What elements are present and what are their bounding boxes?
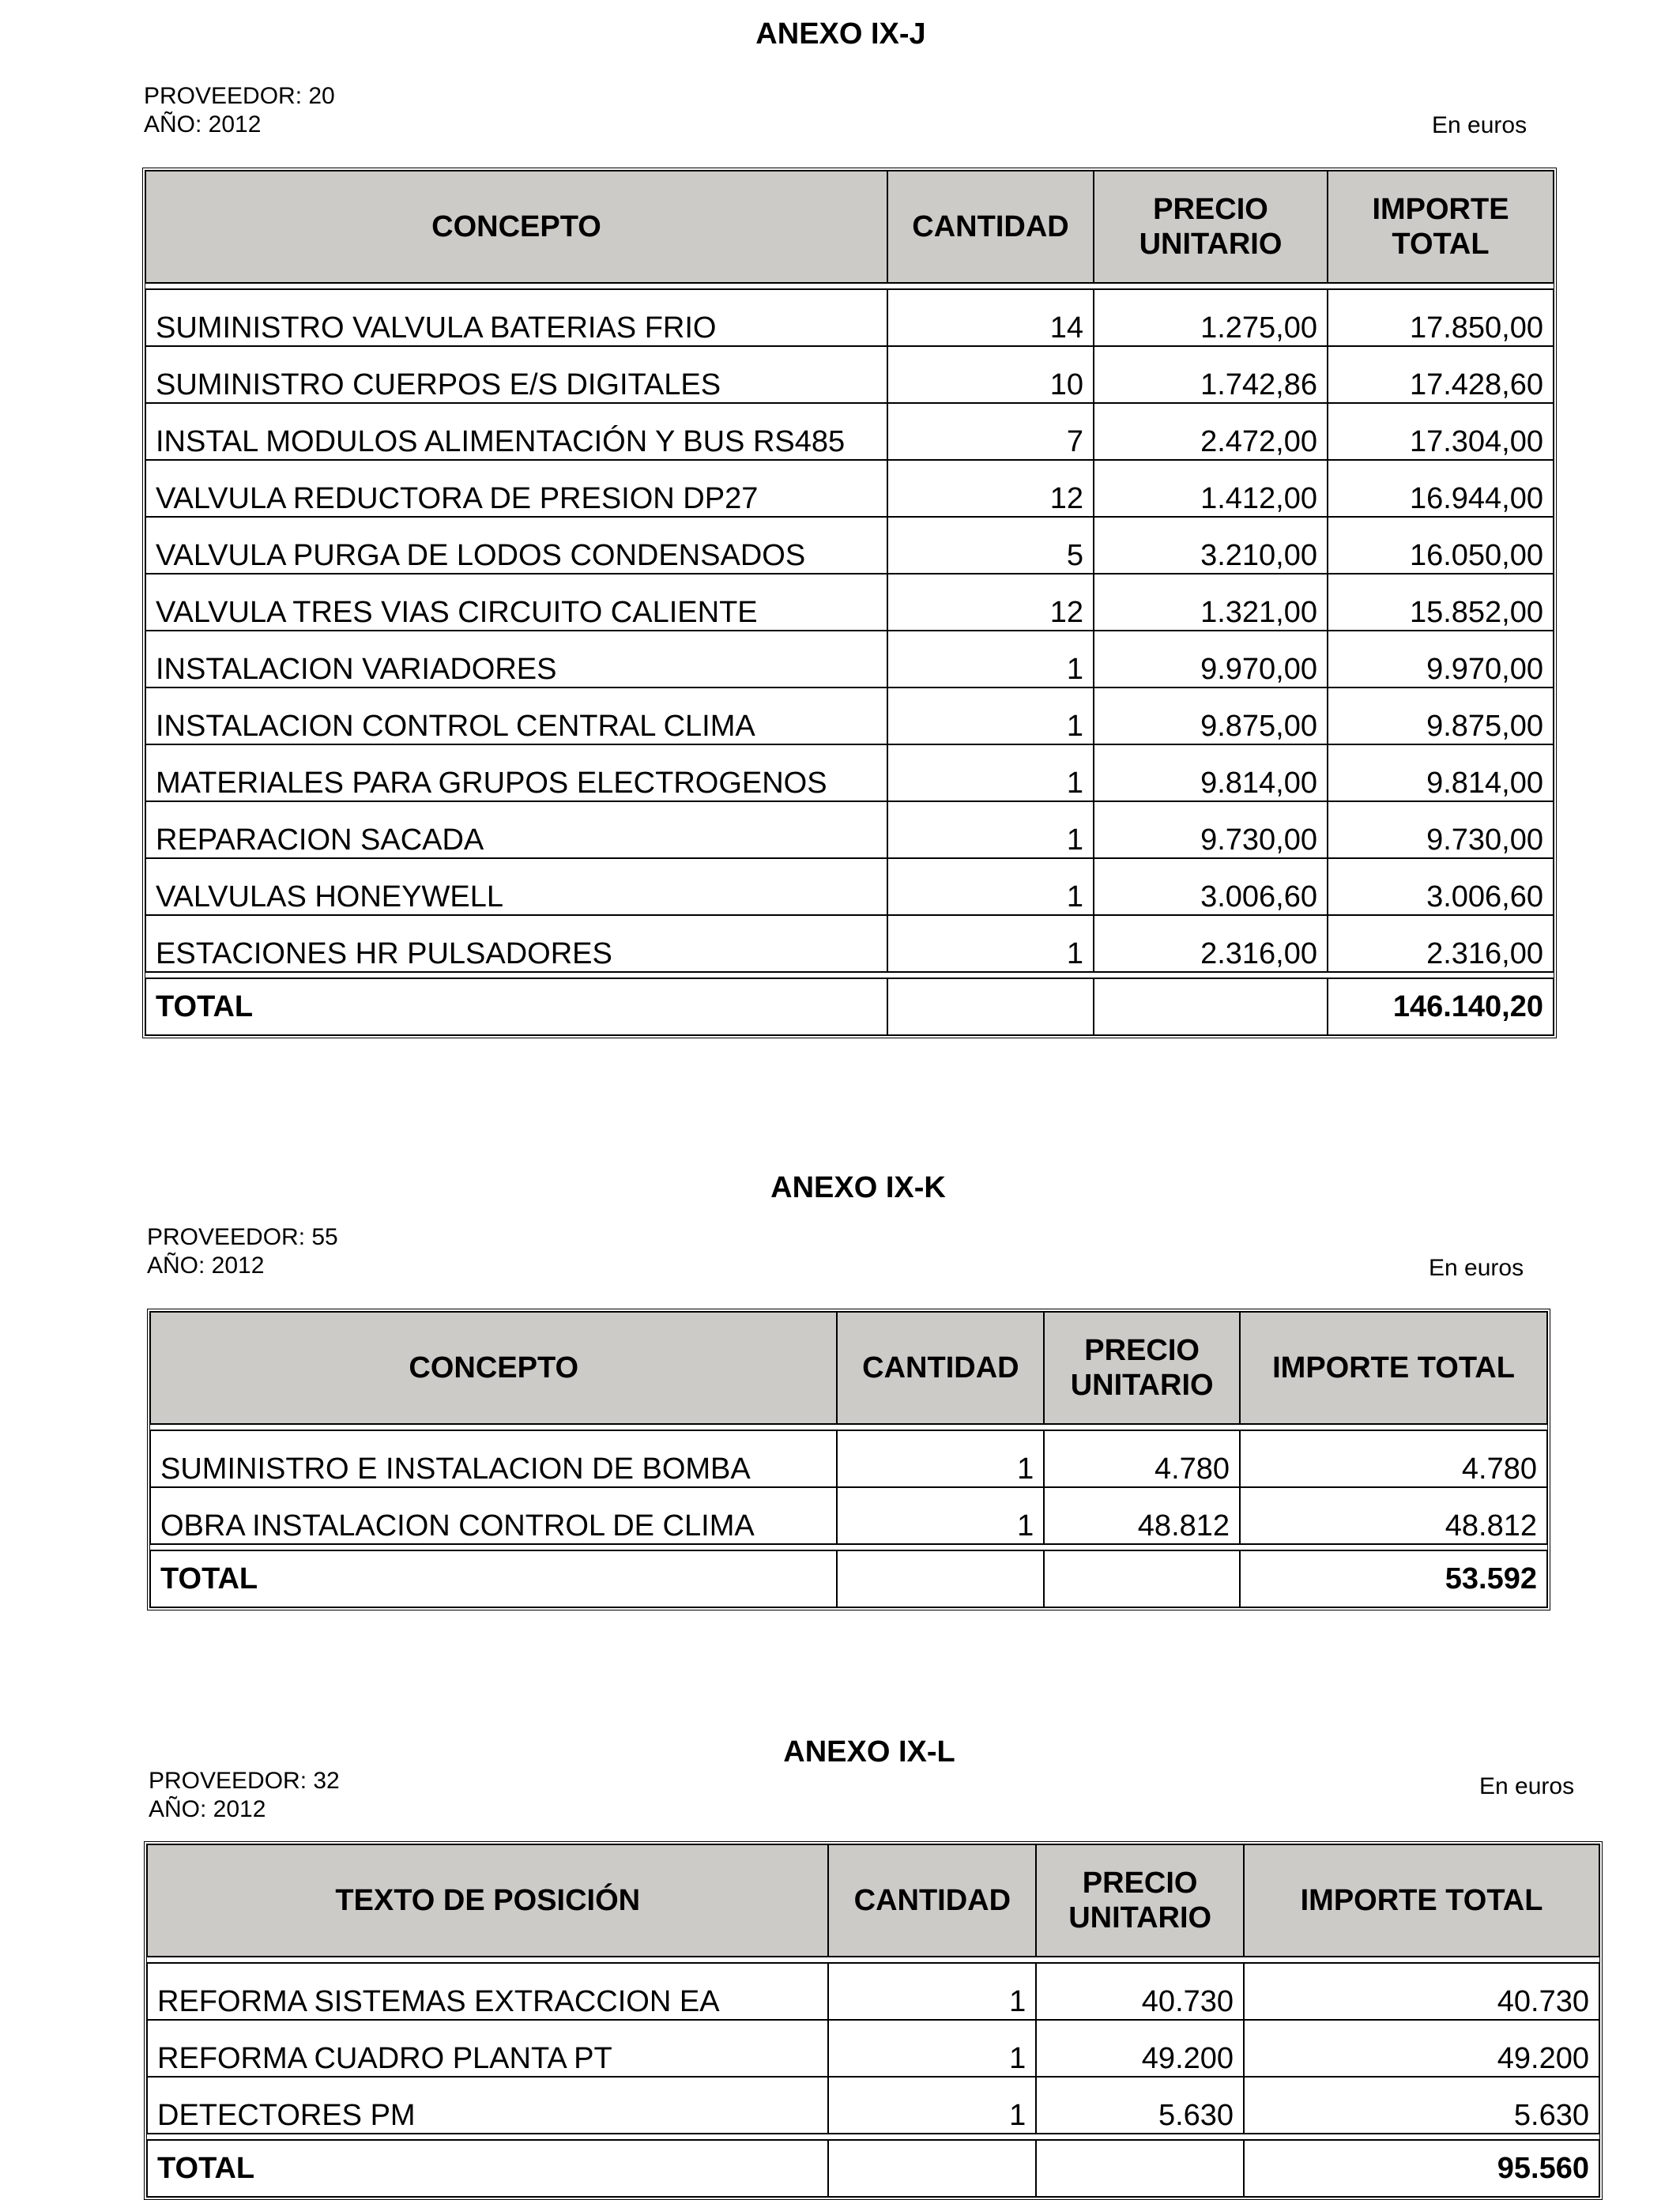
table-body: [147, 1957, 1599, 2197]
cell-precio-unitario: 2.472,00: [1094, 403, 1328, 460]
table-row: [145, 574, 1554, 631]
cell-concepto: MATERIALES PARA GRUPOS ELECTROGENOS: [145, 744, 887, 801]
table-row: [145, 915, 1554, 972]
cell-precio-unitario: 9.970,00: [1094, 631, 1328, 688]
year-label: AÑO: 2012: [149, 1796, 266, 1822]
cell-cantidad: 1: [887, 801, 1094, 858]
cell-concepto: DETECTORES PM: [147, 2077, 828, 2134]
cell-importe-total: 9.730,00: [1328, 801, 1554, 858]
table-row: [150, 1430, 1547, 1487]
cell-precio-unitario: 4.780: [1044, 1430, 1240, 1487]
cell-concepto: REPARACION SACADA: [145, 801, 887, 858]
cell-cantidad: 1: [828, 2020, 1036, 2077]
table-header: [147, 1844, 1599, 1957]
cell-concepto: REFORMA CUADRO PLANTA PT: [147, 2020, 828, 2077]
header-cantidad: CANTIDAD: [828, 1844, 1036, 1957]
cell-importe-total: 16.050,00: [1328, 517, 1554, 574]
cell-importe-total: 4.780: [1240, 1430, 1547, 1487]
annex-table: [147, 1309, 1550, 1610]
cell-importe-total: 17.304,00: [1328, 403, 1554, 460]
header-precio-unitario: PRECIO UNITARIO: [1094, 171, 1328, 283]
cell-precio-unitario: 1.275,00: [1094, 289, 1328, 346]
cell-precio-unitario: 2.316,00: [1094, 915, 1328, 972]
cell-importe-total: 2.316,00: [1328, 915, 1554, 972]
cell-cantidad: 12: [887, 574, 1094, 631]
cell-precio-unitario: 1.742,86: [1094, 346, 1328, 403]
table-row: [145, 631, 1554, 688]
total-row: [147, 2140, 1599, 2197]
header-importe-total: IMPORTE TOTAL: [1328, 171, 1554, 283]
cell-importe-total: 15.852,00: [1328, 574, 1554, 631]
cell-importe-total: 9.875,00: [1328, 688, 1554, 744]
provider-year: [147, 1223, 338, 1280]
cell-cantidad: 1: [837, 1487, 1044, 1544]
cell-concepto: VALVULA TRES VIAS CIRCUITO CALIENTE: [145, 574, 887, 631]
total-empty-cantidad: [837, 1550, 1044, 1607]
table-row: [145, 744, 1554, 801]
table-row: [145, 517, 1554, 574]
cell-importe-total: 16.944,00: [1328, 460, 1554, 517]
cell-precio-unitario: 3.210,00: [1094, 517, 1328, 574]
header-precio-unitario: PRECIO UNITARIO: [1036, 1844, 1244, 1957]
total-value: 146.140,20: [1328, 978, 1554, 1035]
currency-label: En euros: [1432, 112, 1527, 138]
cell-importe-total: 48.812: [1240, 1487, 1547, 1544]
cell-concepto: VALVULAS HONEYWELL: [145, 858, 887, 915]
total-label: TOTAL: [145, 978, 887, 1035]
cell-concepto: SUMINISTRO VALVULA BATERIAS FRIO: [145, 289, 887, 346]
cell-precio-unitario: 9.875,00: [1094, 688, 1328, 744]
cell-precio-unitario: 1.321,00: [1094, 574, 1328, 631]
table-row: [147, 2020, 1599, 2077]
section-title: ANEXO IX-L: [783, 1735, 955, 1769]
table-row: [145, 346, 1554, 403]
year-label: AÑO: 2012: [144, 111, 262, 138]
cell-precio-unitario: 3.006,60: [1094, 858, 1328, 915]
cell-importe-total: 9.814,00: [1328, 744, 1554, 801]
cell-cantidad: 10: [887, 346, 1094, 403]
provider-year: [149, 1767, 340, 1824]
header-concepto: CONCEPTO: [145, 171, 887, 283]
total-empty-cantidad: [887, 978, 1094, 1035]
annex-table: [144, 1841, 1603, 2200]
total-value: 53.592: [1240, 1550, 1547, 1607]
header-concepto: CONCEPTO: [150, 1312, 837, 1424]
header-precio-unitario: PRECIO UNITARIO: [1044, 1312, 1240, 1424]
table-header: [145, 171, 1554, 283]
cell-concepto: VALVULA PURGA DE LODOS CONDENSADOS: [145, 517, 887, 574]
cell-cantidad: 1: [887, 858, 1094, 915]
table-row: [147, 1963, 1599, 2020]
table-row: [145, 289, 1554, 346]
header-importe-total: IMPORTE TOTAL: [1244, 1844, 1599, 1957]
table-row: [147, 2077, 1599, 2134]
table-header: [150, 1312, 1547, 1424]
cell-cantidad: 1: [828, 1963, 1036, 2020]
provider-year: [144, 82, 335, 139]
cell-concepto: INSTALACION CONTROL CENTRAL CLIMA: [145, 688, 887, 744]
provider-label: PROVEEDOR: 55: [147, 1224, 338, 1250]
total-label: TOTAL: [147, 2140, 828, 2197]
currency-label: En euros: [1479, 1773, 1575, 1799]
cell-cantidad: 1: [837, 1430, 1044, 1487]
cell-cantidad: 12: [887, 460, 1094, 517]
cell-importe-total: 40.730: [1244, 1963, 1599, 2020]
total-row: [150, 1550, 1547, 1607]
section-title: ANEXO IX-J: [755, 17, 926, 51]
cell-precio-unitario: 1.412,00: [1094, 460, 1328, 517]
table-row: [145, 688, 1554, 744]
total-empty-precio: [1044, 1550, 1240, 1607]
cell-precio-unitario: 48.812: [1044, 1487, 1240, 1544]
cell-concepto: OBRA INSTALACION CONTROL DE CLIMA: [150, 1487, 837, 1544]
cell-cantidad: 5: [887, 517, 1094, 574]
table-row: [145, 801, 1554, 858]
table-row: [145, 403, 1554, 460]
cell-importe-total: 17.428,60: [1328, 346, 1554, 403]
cell-importe-total: 17.850,00: [1328, 289, 1554, 346]
cell-cantidad: 7: [887, 403, 1094, 460]
cell-concepto: SUMINISTRO CUERPOS E/S DIGITALES: [145, 346, 887, 403]
cell-concepto: INSTALACION VARIADORES: [145, 631, 887, 688]
currency-label: En euros: [1429, 1255, 1524, 1281]
cell-concepto: VALVULA REDUCTORA DE PRESION DP27: [145, 460, 887, 517]
cell-importe-total: 49.200: [1244, 2020, 1599, 2077]
cell-concepto: REFORMA SISTEMAS EXTRACCION EA: [147, 1963, 828, 2020]
cell-cantidad: 14: [887, 289, 1094, 346]
header-importe-total: IMPORTE TOTAL: [1240, 1312, 1547, 1424]
cell-concepto: ESTACIONES HR PULSADORES: [145, 915, 887, 972]
total-empty-precio: [1094, 978, 1328, 1035]
header-cantidad: CANTIDAD: [837, 1312, 1044, 1424]
table-row: [145, 858, 1554, 915]
total-empty-cantidad: [828, 2140, 1036, 2197]
header-cantidad: CANTIDAD: [887, 171, 1094, 283]
cell-concepto: INSTAL MODULOS ALIMENTACIÓN Y BUS RS485: [145, 403, 887, 460]
cell-importe-total: 3.006,60: [1328, 858, 1554, 915]
cell-precio-unitario: 5.630: [1036, 2077, 1244, 2134]
section-title: ANEXO IX-K: [770, 1171, 946, 1204]
cell-precio-unitario: 49.200: [1036, 2020, 1244, 2077]
cell-cantidad: 1: [887, 688, 1094, 744]
total-row: [145, 978, 1554, 1035]
total-label: TOTAL: [150, 1550, 837, 1607]
cell-cantidad: 1: [887, 744, 1094, 801]
total-empty-precio: [1036, 2140, 1244, 2197]
cell-cantidad: 1: [887, 915, 1094, 972]
cell-precio-unitario: 40.730: [1036, 1963, 1244, 2020]
cell-importe-total: 5.630: [1244, 2077, 1599, 2134]
provider-label: PROVEEDOR: 32: [149, 1768, 340, 1794]
year-label: AÑO: 2012: [147, 1253, 265, 1279]
cell-cantidad: 1: [887, 631, 1094, 688]
cell-precio-unitario: 9.730,00: [1094, 801, 1328, 858]
cell-precio-unitario: 9.814,00: [1094, 744, 1328, 801]
table-row: [150, 1487, 1547, 1544]
header-concepto: TEXTO DE POSICIÓN: [147, 1844, 828, 1957]
cell-cantidad: 1: [828, 2077, 1036, 2134]
table-body: [150, 1424, 1547, 1607]
total-value: 95.560: [1244, 2140, 1599, 2197]
annex-table: [142, 168, 1557, 1038]
table-body: [145, 283, 1554, 1035]
cell-concepto: SUMINISTRO E INSTALACION DE BOMBA: [150, 1430, 837, 1487]
provider-label: PROVEEDOR: 20: [144, 83, 335, 109]
table-row: [145, 460, 1554, 517]
cell-importe-total: 9.970,00: [1328, 631, 1554, 688]
